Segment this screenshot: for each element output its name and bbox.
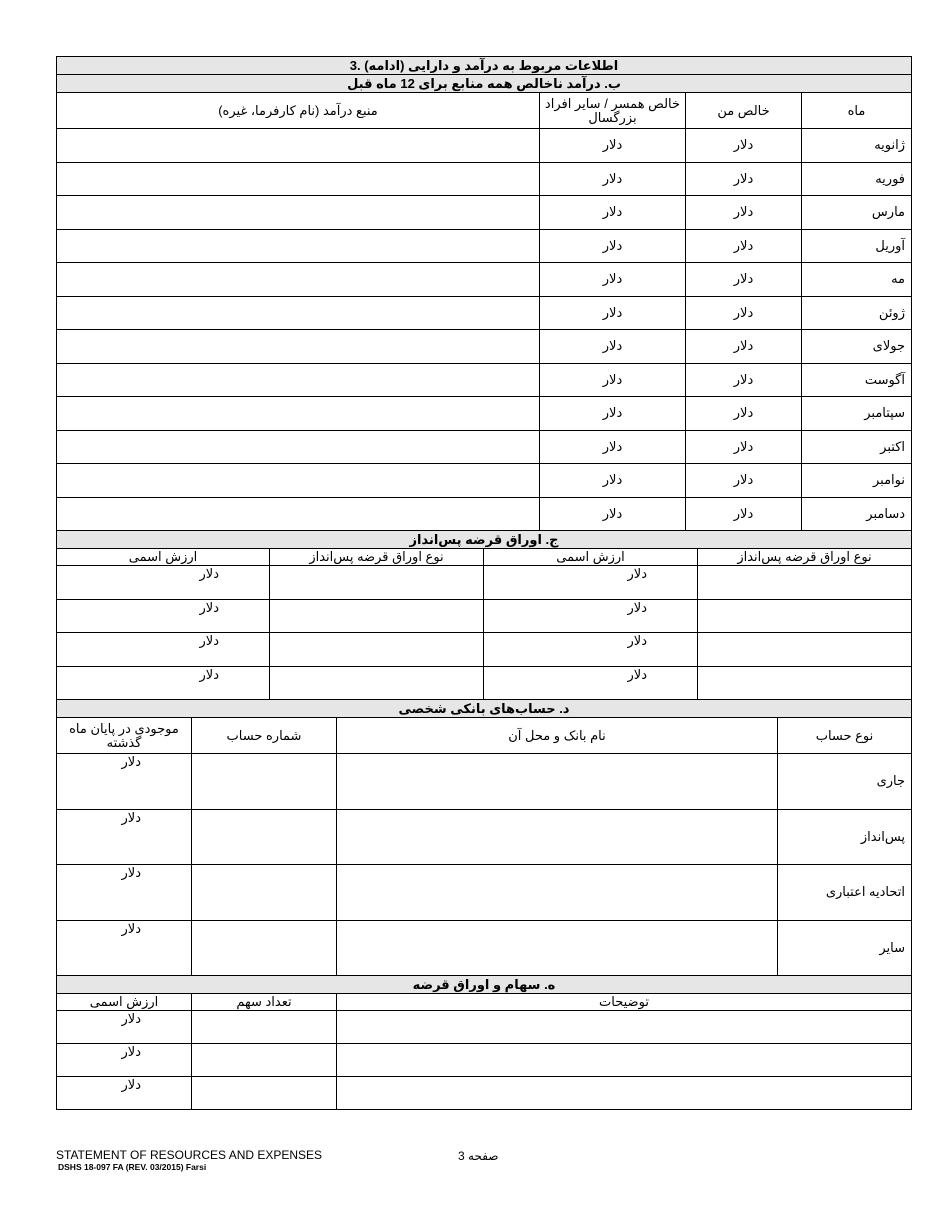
description-header: توضیحات bbox=[337, 994, 912, 1011]
month-label: فوریه bbox=[802, 162, 912, 196]
spouse-net-dollar[interactable]: دلار bbox=[540, 196, 686, 230]
spouse-net-dollar[interactable]: دلار bbox=[540, 330, 686, 364]
bank-balance-dollar[interactable]: دلار bbox=[57, 920, 192, 976]
bond-type-right[interactable] bbox=[698, 633, 912, 667]
shares-cell[interactable] bbox=[192, 1011, 337, 1044]
bond-type-right[interactable] bbox=[698, 666, 912, 700]
income-row bbox=[57, 363, 912, 397]
bond-face-value-right[interactable]: دلار bbox=[484, 599, 698, 633]
month-label: جولای bbox=[802, 330, 912, 364]
stocks-section-title: ه. سهام و اوراق قرضه bbox=[57, 976, 912, 994]
month-header: ماه bbox=[802, 93, 912, 129]
shares-cell[interactable] bbox=[192, 1077, 337, 1110]
balance-header: موجودی در پایان ماه گذشته bbox=[57, 718, 192, 754]
bonds-section-title: ج. اوراق قرضه پس‌انداز bbox=[57, 531, 912, 549]
month-label: ژوئن bbox=[802, 296, 912, 330]
bond-face-value-right[interactable]: دلار bbox=[484, 666, 698, 700]
bank-section-title: د. حساب‌های بانکی شخصی bbox=[57, 700, 912, 718]
spouse-net-dollar[interactable]: دلار bbox=[540, 162, 686, 196]
income-source-cell[interactable] bbox=[57, 464, 540, 498]
shares-cell[interactable] bbox=[192, 1044, 337, 1077]
stock-face-value-dollar[interactable]: دلار bbox=[57, 1077, 192, 1110]
spouse-net-dollar[interactable]: دلار bbox=[540, 430, 686, 464]
footer-title: STATEMENT OF RESOURCES AND EXPENSES bbox=[56, 1148, 323, 1162]
stock-row bbox=[57, 1044, 912, 1077]
my-net-dollar[interactable]: دلار bbox=[686, 129, 802, 163]
resources-form bbox=[56, 56, 911, 1110]
bond-face-value-left[interactable]: دلار bbox=[57, 566, 270, 600]
bank-name-cell[interactable] bbox=[337, 809, 778, 865]
description-cell[interactable] bbox=[337, 1077, 912, 1110]
bond-type-left[interactable] bbox=[270, 566, 484, 600]
bank-table bbox=[56, 699, 912, 976]
income-row bbox=[57, 430, 912, 464]
spouse-net-dollar[interactable]: دلار bbox=[540, 363, 686, 397]
month-label: ژانویه bbox=[802, 129, 912, 163]
spouse-net-header: خالص همسر / سایر افراد بزرگسال bbox=[540, 93, 686, 129]
my-net-dollar[interactable]: دلار bbox=[686, 263, 802, 297]
income-source-cell[interactable] bbox=[57, 430, 540, 464]
account-type-label: سایر bbox=[778, 920, 912, 976]
income-row bbox=[57, 296, 912, 330]
spouse-net-dollar[interactable]: دلار bbox=[540, 464, 686, 498]
my-net-dollar[interactable]: دلار bbox=[686, 464, 802, 498]
my-net-dollar[interactable]: دلار bbox=[686, 397, 802, 431]
bank-name-header: نام بانک و محل آن bbox=[337, 718, 778, 754]
month-label: سپتامبر bbox=[802, 397, 912, 431]
bond-row bbox=[57, 633, 912, 667]
income-section-title: ب. درآمد ناخالص همه منابع برای 12 ماه قبل bbox=[57, 75, 912, 93]
account-type-label: پس‌انداز bbox=[778, 809, 912, 865]
bond-type-right[interactable] bbox=[698, 566, 912, 600]
income-row bbox=[57, 464, 912, 498]
income-source-cell[interactable] bbox=[57, 129, 540, 163]
income-source-cell[interactable] bbox=[57, 363, 540, 397]
shares-header: تعداد سهم bbox=[192, 994, 337, 1011]
account-type-label: جاری bbox=[778, 754, 912, 810]
description-cell[interactable] bbox=[337, 1011, 912, 1044]
my-net-dollar[interactable]: دلار bbox=[686, 296, 802, 330]
account-number-cell[interactable] bbox=[192, 809, 337, 865]
spouse-net-dollar[interactable]: دلار bbox=[540, 296, 686, 330]
month-label: نوامبر bbox=[802, 464, 912, 498]
income-source-cell[interactable] bbox=[57, 330, 540, 364]
account-number-cell[interactable] bbox=[192, 754, 337, 810]
income-row bbox=[57, 129, 912, 163]
my-net-dollar[interactable]: دلار bbox=[686, 229, 802, 263]
my-net-dollar[interactable]: دلار bbox=[686, 330, 802, 364]
stocks-table bbox=[56, 975, 912, 1110]
bonds-type-header-left: نوع اوراق قرضه پس‌انداز bbox=[270, 549, 484, 566]
income-source-cell[interactable] bbox=[57, 497, 540, 531]
bond-row bbox=[57, 666, 912, 700]
bonds-face-value-header-left: ارزش اسمی bbox=[57, 549, 270, 566]
month-label: آگوست bbox=[802, 363, 912, 397]
spouse-net-dollar[interactable]: دلار bbox=[540, 263, 686, 297]
my-net-dollar[interactable]: دلار bbox=[686, 196, 802, 230]
bond-type-left[interactable] bbox=[270, 599, 484, 633]
month-label: دسامبر bbox=[802, 497, 912, 531]
description-cell[interactable] bbox=[337, 1044, 912, 1077]
footer-page-number: صفحه 3 bbox=[458, 1149, 499, 1163]
income-source-header: منبع درآمد (نام کارفرما، غیره) bbox=[57, 93, 540, 129]
bond-face-value-right[interactable]: دلار bbox=[484, 633, 698, 667]
bond-face-value-left[interactable]: دلار bbox=[57, 633, 270, 667]
income-row bbox=[57, 497, 912, 531]
month-label: مه bbox=[802, 263, 912, 297]
income-source-cell[interactable] bbox=[57, 397, 540, 431]
bonds-type-header-right: نوع اوراق قرضه پس‌انداز bbox=[698, 549, 912, 566]
bank-row bbox=[57, 865, 912, 921]
bank-balance-dollar[interactable]: دلار bbox=[57, 809, 192, 865]
month-label: آوریل bbox=[802, 229, 912, 263]
income-row bbox=[57, 162, 912, 196]
bank-name-cell[interactable] bbox=[337, 865, 778, 921]
income-row bbox=[57, 196, 912, 230]
bank-row bbox=[57, 754, 912, 810]
bank-name-cell[interactable] bbox=[337, 920, 778, 976]
stock-row bbox=[57, 1077, 912, 1110]
bond-row bbox=[57, 599, 912, 633]
account-type-header: نوع حساب bbox=[778, 718, 912, 754]
bank-name-cell[interactable] bbox=[337, 754, 778, 810]
account-type-label: اتحادیه اعتباری bbox=[778, 865, 912, 921]
account-number-cell[interactable] bbox=[192, 865, 337, 921]
spouse-net-dollar[interactable]: دلار bbox=[540, 397, 686, 431]
bank-balance-dollar[interactable]: دلار bbox=[57, 754, 192, 810]
bank-balance-dollar[interactable]: دلار bbox=[57, 865, 192, 921]
income-source-cell[interactable] bbox=[57, 263, 540, 297]
bank-row bbox=[57, 920, 912, 976]
bond-row bbox=[57, 566, 912, 600]
account-number-header: شماره حساب bbox=[192, 718, 337, 754]
stocks-face-value-header: ارزش اسمی bbox=[57, 994, 192, 1011]
bond-face-value-right[interactable]: دلار bbox=[484, 566, 698, 600]
bond-type-left[interactable] bbox=[270, 666, 484, 700]
my-net-dollar[interactable]: دلار bbox=[686, 497, 802, 531]
footer-form-code: DSHS 18-097 FA (REV. 03/2015) Farsi bbox=[58, 1162, 207, 1172]
bond-type-right[interactable] bbox=[698, 599, 912, 633]
my-net-header: خالص من bbox=[686, 93, 802, 129]
income-row bbox=[57, 229, 912, 263]
stock-face-value-dollar[interactable]: دلار bbox=[57, 1044, 192, 1077]
income-source-cell[interactable] bbox=[57, 196, 540, 230]
bond-face-value-left[interactable]: دلار bbox=[57, 666, 270, 700]
spouse-net-dollar[interactable]: دلار bbox=[540, 497, 686, 531]
section-3-title: 3. اطلاعات مربوط به درآمد و دارایی (ادامه) bbox=[57, 57, 912, 75]
month-label: اکتبر bbox=[802, 430, 912, 464]
bond-type-left[interactable] bbox=[270, 633, 484, 667]
income-row bbox=[57, 330, 912, 364]
my-net-dollar[interactable]: دلار bbox=[686, 162, 802, 196]
month-label: مارس bbox=[802, 196, 912, 230]
bond-face-value-left[interactable]: دلار bbox=[57, 599, 270, 633]
bonds-table bbox=[56, 530, 912, 700]
stock-face-value-dollar[interactable]: دلار bbox=[57, 1011, 192, 1044]
bonds-face-value-header-right: ارزش اسمی bbox=[484, 549, 698, 566]
spouse-net-dollar[interactable]: دلار bbox=[540, 229, 686, 263]
account-number-cell[interactable] bbox=[192, 920, 337, 976]
income-source-cell[interactable] bbox=[57, 162, 540, 196]
my-net-dollar[interactable]: دلار bbox=[686, 430, 802, 464]
income-source-cell[interactable] bbox=[57, 296, 540, 330]
my-net-dollar[interactable]: دلار bbox=[686, 363, 802, 397]
income-table bbox=[56, 56, 912, 531]
bank-row bbox=[57, 809, 912, 865]
income-row bbox=[57, 397, 912, 431]
spouse-net-dollar[interactable]: دلار bbox=[540, 129, 686, 163]
income-row bbox=[57, 263, 912, 297]
stock-row bbox=[57, 1011, 912, 1044]
income-source-cell[interactable] bbox=[57, 229, 540, 263]
